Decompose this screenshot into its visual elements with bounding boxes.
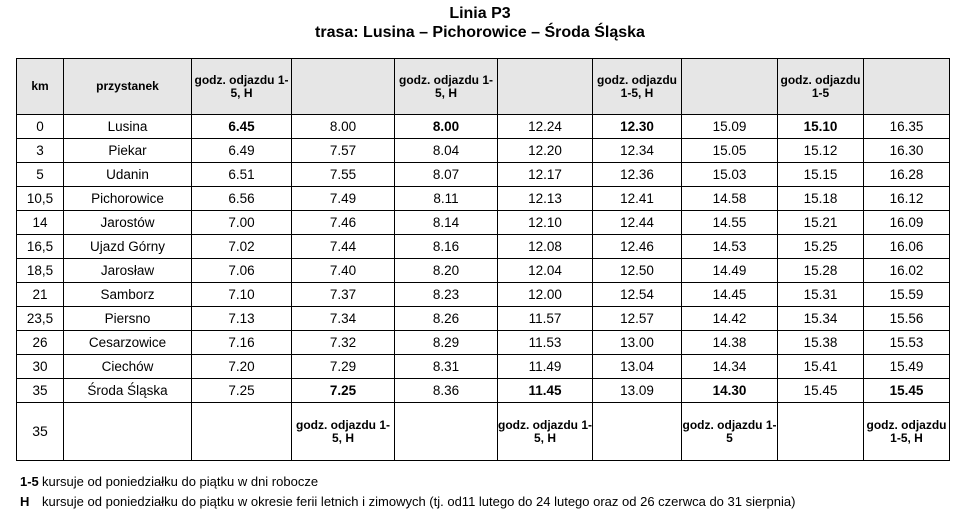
departure-time-cell: 15.59 xyxy=(864,283,950,307)
departure-time-cell: 7.16 xyxy=(192,331,292,355)
departure-time-cell: 12.57 xyxy=(593,307,682,331)
departure-time-cell: 7.02 xyxy=(192,235,292,259)
departure-time-cell: 12.44 xyxy=(593,211,682,235)
header-cell xyxy=(864,59,950,115)
footer-cell xyxy=(593,403,682,461)
departure-time-cell: 15.12 xyxy=(778,139,864,163)
departure-time-cell: 7.55 xyxy=(292,163,395,187)
footer-row xyxy=(17,403,950,461)
departure-time-cell: 12.54 xyxy=(593,283,682,307)
timetable-body xyxy=(17,59,950,461)
departure-time-cell: 15.38 xyxy=(778,331,864,355)
timetable xyxy=(16,58,950,461)
departure-time-cell: 8.00 xyxy=(395,115,498,139)
km-cell: 35 xyxy=(17,403,64,461)
table-row xyxy=(17,163,950,187)
departure-time-cell: 12.17 xyxy=(498,163,593,187)
departure-time-cell: 14.58 xyxy=(682,187,778,211)
departure-time-cell: 7.06 xyxy=(192,259,292,283)
header-cell: przystanek xyxy=(64,59,192,115)
header-cell: godz. odjazdu 1-5, H xyxy=(395,59,498,115)
departure-time-cell: 7.00 xyxy=(192,211,292,235)
departure-time-cell: 15.45 xyxy=(864,379,950,403)
departure-time-cell: 15.53 xyxy=(864,331,950,355)
stop-name-cell: Lusina xyxy=(64,115,192,139)
km-cell: 10,5 xyxy=(17,187,64,211)
km-cell: 16,5 xyxy=(17,235,64,259)
departure-time-cell: 14.55 xyxy=(682,211,778,235)
departure-time-cell: 16.30 xyxy=(864,139,950,163)
legend-key: 1-5 xyxy=(20,474,39,489)
departure-time-cell: 12.00 xyxy=(498,283,593,307)
stop-name-cell: Piersno xyxy=(64,307,192,331)
departure-time-cell: 12.20 xyxy=(498,139,593,163)
departure-time-cell: 11.57 xyxy=(498,307,593,331)
departure-time-cell: 16.28 xyxy=(864,163,950,187)
table-row xyxy=(17,211,950,235)
departure-time-cell: 8.29 xyxy=(395,331,498,355)
departure-time-cell: 8.14 xyxy=(395,211,498,235)
departure-time-cell: 7.32 xyxy=(292,331,395,355)
departure-time-cell: 15.28 xyxy=(778,259,864,283)
departure-time-cell: 15.41 xyxy=(778,355,864,379)
table-row xyxy=(17,355,950,379)
departure-time-cell: 16.35 xyxy=(864,115,950,139)
departure-time-cell: 12.24 xyxy=(498,115,593,139)
departure-time-cell: 8.11 xyxy=(395,187,498,211)
departure-time-cell: 16.12 xyxy=(864,187,950,211)
stop-name-cell: Ujazd Górny xyxy=(64,235,192,259)
footer-cell xyxy=(64,403,192,461)
header-cell xyxy=(682,59,778,115)
departure-time-cell: 16.09 xyxy=(864,211,950,235)
departure-time-cell: 15.21 xyxy=(778,211,864,235)
departure-time-cell: 8.00 xyxy=(292,115,395,139)
departure-time-cell: 11.45 xyxy=(498,379,593,403)
departure-time-cell: 14.49 xyxy=(682,259,778,283)
km-cell: 5 xyxy=(17,163,64,187)
departure-time-cell: 14.38 xyxy=(682,331,778,355)
departure-time-cell: 15.34 xyxy=(778,307,864,331)
departure-time-cell: 15.15 xyxy=(778,163,864,187)
departure-time-cell: 7.46 xyxy=(292,211,395,235)
table-row xyxy=(17,259,950,283)
route-subtitle: trasa: Lusina – Pichorowice – Środa Śląska xyxy=(315,24,645,41)
stop-name-cell: Środa Śląska xyxy=(64,379,192,403)
departure-time-cell: 8.36 xyxy=(395,379,498,403)
stop-name-cell: Udanin xyxy=(64,163,192,187)
km-cell: 26 xyxy=(17,331,64,355)
departure-time-cell: 14.42 xyxy=(682,307,778,331)
departure-time-cell: 15.25 xyxy=(778,235,864,259)
departure-time-cell: 12.13 xyxy=(498,187,593,211)
departure-time-cell: 15.05 xyxy=(682,139,778,163)
departure-time-cell: 12.04 xyxy=(498,259,593,283)
departure-time-cell: 15.03 xyxy=(682,163,778,187)
departure-time-cell: 14.30 xyxy=(682,379,778,403)
departure-time-cell: 12.08 xyxy=(498,235,593,259)
departure-time-cell: 7.40 xyxy=(292,259,395,283)
departure-time-cell: 8.23 xyxy=(395,283,498,307)
departure-time-cell: 12.34 xyxy=(593,139,682,163)
km-cell: 14 xyxy=(17,211,64,235)
km-cell: 0 xyxy=(17,115,64,139)
departure-time-cell: 12.46 xyxy=(593,235,682,259)
header-cell: godz. odjazdu 1-5, H xyxy=(192,59,292,115)
header-cell xyxy=(292,59,395,115)
km-cell: 35 xyxy=(17,379,64,403)
departure-time-cell: 11.49 xyxy=(498,355,593,379)
departure-time-cell: 6.45 xyxy=(192,115,292,139)
legend-text: kursuje od poniedziałku do piątku w dni robocze xyxy=(42,474,319,489)
departure-time-cell: 8.07 xyxy=(395,163,498,187)
footer-cell: godz. odjazdu 1-5 xyxy=(682,403,778,461)
departure-time-cell: 15.56 xyxy=(864,307,950,331)
departure-time-cell: 7.57 xyxy=(292,139,395,163)
departure-time-cell: 8.26 xyxy=(395,307,498,331)
departure-time-cell: 15.31 xyxy=(778,283,864,307)
departure-time-cell: 15.18 xyxy=(778,187,864,211)
departure-time-cell: 12.41 xyxy=(593,187,682,211)
departure-time-cell: 7.29 xyxy=(292,355,395,379)
table-row xyxy=(17,139,950,163)
departure-time-cell: 6.51 xyxy=(192,163,292,187)
departure-time-cell: 16.06 xyxy=(864,235,950,259)
stop-name-cell: Ciechów xyxy=(64,355,192,379)
departure-time-cell: 13.00 xyxy=(593,331,682,355)
legend-text: kursuje od poniedziałku do piątku w okresie ferii letnich i zimowych (tj. od11 lutego do 24 lutego oraz od 26 czerwca do 31 sierpnia) xyxy=(42,494,796,509)
departure-time-cell: 7.25 xyxy=(292,379,395,403)
departure-time-cell: 8.04 xyxy=(395,139,498,163)
km-cell: 23,5 xyxy=(17,307,64,331)
departure-time-cell: 7.20 xyxy=(192,355,292,379)
departure-time-cell: 14.45 xyxy=(682,283,778,307)
footer-cell xyxy=(192,403,292,461)
header-cell xyxy=(498,59,593,115)
km-cell: 21 xyxy=(17,283,64,307)
departure-time-cell: 15.10 xyxy=(778,115,864,139)
table-row xyxy=(17,331,950,355)
departure-time-cell: 7.44 xyxy=(292,235,395,259)
km-cell: 3 xyxy=(17,139,64,163)
departure-time-cell: 8.31 xyxy=(395,355,498,379)
departure-time-cell: 7.13 xyxy=(192,307,292,331)
departure-time-cell: 13.04 xyxy=(593,355,682,379)
table-row xyxy=(17,379,950,403)
footer-cell xyxy=(778,403,864,461)
footer-cell: godz. odjazdu 1-5, H xyxy=(292,403,395,461)
stop-name-cell: Samborz xyxy=(64,283,192,307)
departure-time-cell: 8.16 xyxy=(395,235,498,259)
legend-item xyxy=(20,494,795,509)
departure-time-cell: 6.56 xyxy=(192,187,292,211)
departure-time-cell: 15.09 xyxy=(682,115,778,139)
footer-cell: godz. odjazdu 1-5, H xyxy=(864,403,950,461)
legend-key: H xyxy=(20,494,30,509)
km-cell: 18,5 xyxy=(17,259,64,283)
departure-time-cell: 8.20 xyxy=(395,259,498,283)
departure-time-cell: 7.10 xyxy=(192,283,292,307)
header-cell: godz. odjazdu 1-5, H xyxy=(593,59,682,115)
departure-time-cell: 12.30 xyxy=(593,115,682,139)
departure-time-cell: 12.36 xyxy=(593,163,682,187)
stop-name-cell: Piekar xyxy=(64,139,192,163)
departure-time-cell: 14.34 xyxy=(682,355,778,379)
header-row xyxy=(17,59,950,115)
departure-time-cell: 7.34 xyxy=(292,307,395,331)
stop-name-cell: Jarostów xyxy=(64,211,192,235)
table-row xyxy=(17,187,950,211)
departure-time-cell: 7.37 xyxy=(292,283,395,307)
departure-time-cell: 15.49 xyxy=(864,355,950,379)
departure-time-cell: 13.09 xyxy=(593,379,682,403)
header-cell: godz. odjazdu 1-5 xyxy=(778,59,864,115)
departure-time-cell: 6.49 xyxy=(192,139,292,163)
stop-name-cell: Cesarzowice xyxy=(64,331,192,355)
departure-time-cell: 16.02 xyxy=(864,259,950,283)
page-title: Linia P3 xyxy=(449,5,511,22)
footer-cell xyxy=(395,403,498,461)
table-row xyxy=(17,235,950,259)
departure-time-cell: 14.53 xyxy=(682,235,778,259)
footer-cell: godz. odjazdu 1-5, H xyxy=(498,403,593,461)
stop-name-cell: Pichorowice xyxy=(64,187,192,211)
legend-item xyxy=(20,474,318,489)
km-cell: 30 xyxy=(17,355,64,379)
departure-time-cell: 7.25 xyxy=(192,379,292,403)
table-row xyxy=(17,115,950,139)
table-row xyxy=(17,283,950,307)
table-row xyxy=(17,307,950,331)
departure-time-cell: 7.49 xyxy=(292,187,395,211)
departure-time-cell: 15.45 xyxy=(778,379,864,403)
stop-name-cell: Jarosław xyxy=(64,259,192,283)
departure-time-cell: 12.10 xyxy=(498,211,593,235)
departure-time-cell: 11.53 xyxy=(498,331,593,355)
header-cell: km xyxy=(17,59,64,115)
departure-time-cell: 12.50 xyxy=(593,259,682,283)
